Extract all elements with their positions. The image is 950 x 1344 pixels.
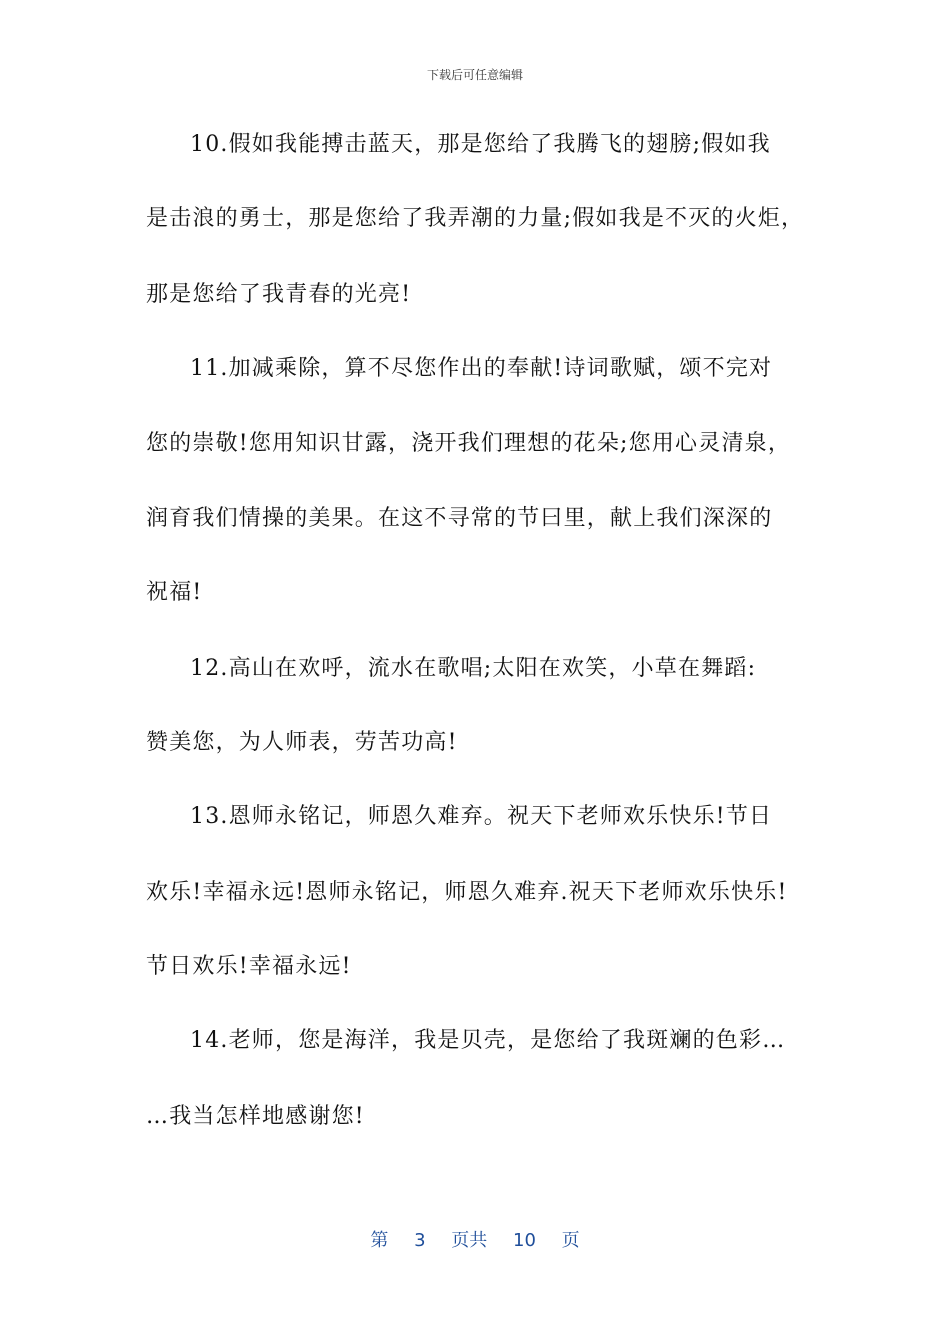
- paragraph-11-line-4: 祝福!: [146, 580, 203, 605]
- footer-label-suffix: 页: [561, 1230, 580, 1251]
- paragraph-10-line-2: 是击浪的勇士，那是您给了我弄潮的力量;假如我是不灭的火炬，: [146, 206, 805, 231]
- paragraph-13-line-1: 13.恩师永铭记，师恩久难弃。祝天下老师欢乐快乐!节日: [190, 804, 773, 829]
- header-note: 下载后可任意编辑: [426, 68, 523, 82]
- paragraph-11-line-2: 您的崇敬!您用知识甘露，浇开我们理想的花朵;您用心灵清泉，: [146, 431, 792, 456]
- paragraph-13-line-3: 节日欢乐!幸福永远!: [146, 954, 352, 979]
- paragraph-12-line-2: 赞美您，为人师表，劳苦功高!: [146, 730, 458, 755]
- paragraph-10-line-3: 那是您给了我青春的光亮!: [146, 282, 412, 307]
- paragraph-10-line-1: 10.假如我能搏击蓝天，那是您给了我腾飞的翅膀;假如我: [190, 132, 771, 157]
- paragraph-14-line-1: 14.老师，您是海洋，我是贝壳，是您给了我斑斓的色彩…: [190, 1028, 786, 1053]
- paragraph-11-line-3: 润育我们情操的美果。在这不寻常的节曰里，献上我们深深的: [146, 506, 773, 531]
- paragraph-12-line-1: 12.高山在欢呼，流水在歌唱;太阳在欢笑，小草在舞蹈:: [190, 656, 757, 681]
- total-pages-number: 10: [513, 1230, 536, 1251]
- paragraph-11-line-1: 11.加减乘除，算不尽您作出的奉献!诗词歌赋，颂不完对: [190, 356, 773, 381]
- paragraph-14-line-2: …我当怎样地感谢您!: [146, 1104, 365, 1129]
- page-footer: [0, 1226, 950, 1252]
- current-page-number: 3: [414, 1230, 426, 1251]
- paragraph-13-line-2: 欢乐!幸福永远!恩师永铭记，师恩久难弃.祝天下老师欢乐快乐!: [146, 880, 788, 905]
- footer-label-middle: 页共: [451, 1230, 488, 1251]
- footer-label-prefix: 第: [370, 1230, 389, 1251]
